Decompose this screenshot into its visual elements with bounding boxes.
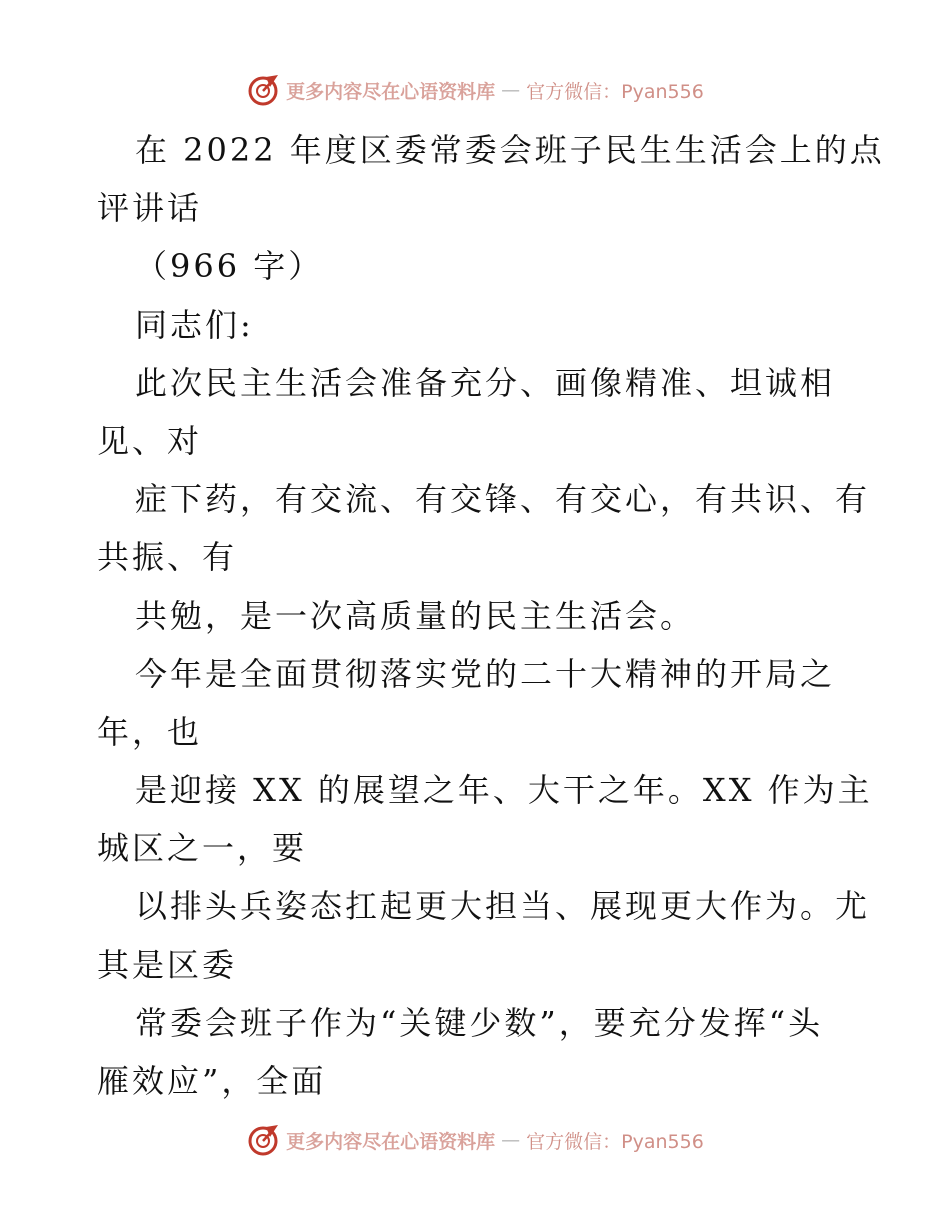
- body-line: 见、对: [97, 421, 203, 460]
- body-line: 共勉，是一次高质量的民主生活会。: [135, 596, 696, 635]
- document-body: [97, 121, 885, 1110]
- header-banner-wechat: 官方微信：Pyan556: [526, 80, 704, 103]
- body-line: 城区之一，要: [97, 829, 308, 868]
- pen-logo-icon: [246, 1123, 280, 1157]
- body-line: 今年是全面贯彻落实党的二十大精神的开局之: [135, 654, 836, 693]
- word-count: （966 字）: [135, 247, 324, 286]
- header-banner-text: 更多内容尽在心语资料库: [286, 80, 496, 103]
- salutation: 同志们:: [135, 305, 254, 344]
- body-line: 其是区委: [97, 945, 238, 984]
- body-line: 共振、有: [97, 538, 238, 577]
- title-line-1: 在 2022 年度区委常委会班子民生生活会上的点: [135, 131, 885, 169]
- footer-banner-separator: —: [501, 1129, 521, 1151]
- body-line: 雁效应”，全面: [97, 1062, 327, 1100]
- body-line: 年，也: [97, 712, 203, 751]
- footer-banner-text: 更多内容尽在心语资料库: [286, 1130, 496, 1153]
- body-line: 此次民主生活会准备充分、画像精准、坦诚相: [135, 363, 836, 402]
- title-line-2: 评讲话: [97, 189, 203, 228]
- body-line: 常委会班子作为“关键少数”，要充分发挥“头: [135, 1003, 824, 1042]
- body-line: 以排头兵姿态扛起更大担当、展现更大作为。尤: [135, 887, 871, 926]
- body-line: 是迎接 XX 的展望之年、大干之年。XX 作为主: [135, 771, 873, 810]
- footer-watermark-banner: [0, 1122, 950, 1158]
- footer-banner-wechat: 官方微信：Pyan556: [526, 1130, 704, 1153]
- pen-logo-icon: [246, 73, 280, 107]
- body-line: 症下药，有交流、有交锋、有交心，有共识、有: [135, 480, 871, 519]
- header-watermark-banner: [0, 72, 950, 108]
- header-banner-separator: —: [501, 79, 521, 101]
